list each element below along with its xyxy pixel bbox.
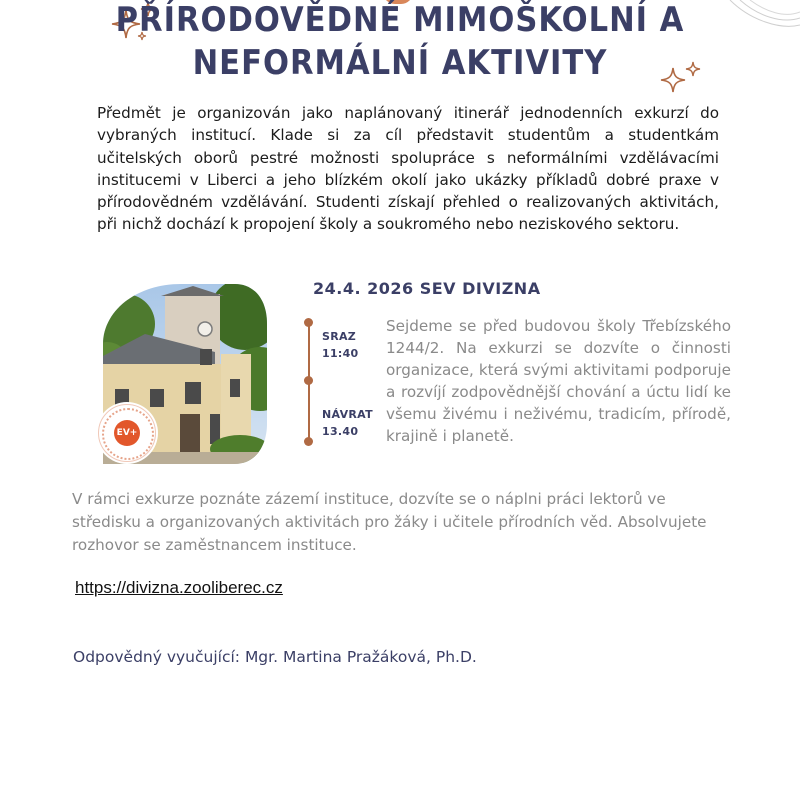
ev-plus-badge bbox=[98, 404, 156, 462]
page-title-line-1: PŘÍRODOVĚDNÉ MIMOŠKOLNÍ A bbox=[115, 0, 685, 40]
return-time: 13.40 bbox=[322, 425, 359, 438]
timeline-dot bbox=[304, 376, 313, 385]
details-paragraph: V rámci exkurze poznáte zázemí instituce, dozvíte se o náplni práci lektorů ve středisku a organizovaných aktivitách pro žáky i učitele přírodních věd. Absolvujete rozhovor se zaměstnancem instituce. bbox=[72, 490, 707, 554]
timeline-dot bbox=[304, 437, 313, 446]
ev-plus-badge-label: EV+ bbox=[114, 420, 140, 446]
return-label: NÁVRAT bbox=[322, 408, 373, 421]
website-link[interactable]: https://divizna.zooliberec.cz bbox=[75, 578, 283, 597]
event-description: Sejdeme se před budovou školy Třebízského 1244/2. Na exkurzi se dozvíte o činnosti organizace, která svými aktivitami podporuje a rozvíjí zodpovědnější chování a úctu lidí ke všemu živému i neživému, tradicím, přírodě, krajině i planetě. bbox=[386, 317, 731, 445]
event-heading: 24.4. 2026 SEV DIVIZNA bbox=[313, 279, 541, 298]
contact-person: Odpovědný vyučující: Mgr. Martina Pražáková, Ph.D. bbox=[73, 648, 477, 666]
timeline-dot bbox=[304, 318, 313, 327]
intro-paragraph: Předmět je organizován jako naplánovaný itinerář jednodenních exkurzí do vybraných institucí. Klade si za cíl představit studentům a studentkám učitelských oborů pestré možnosti spolupráce s neformálními vzdělávacími institucemi v Liberci a jeho blízkém okolí jako ukázky příkladů dobré praxe v přírodovědném vzdělávání. Studenti získají přehled o realizovaných aktivitách, při nichž dochází k propojení školy a soukromého nebo neziskového sektoru. bbox=[97, 104, 719, 234]
meet-label: SRAZ bbox=[322, 330, 357, 343]
meet-time: 11:40 bbox=[322, 347, 359, 360]
page-title-line-2: NEFORMÁLNÍ AKTIVITY bbox=[192, 43, 608, 83]
